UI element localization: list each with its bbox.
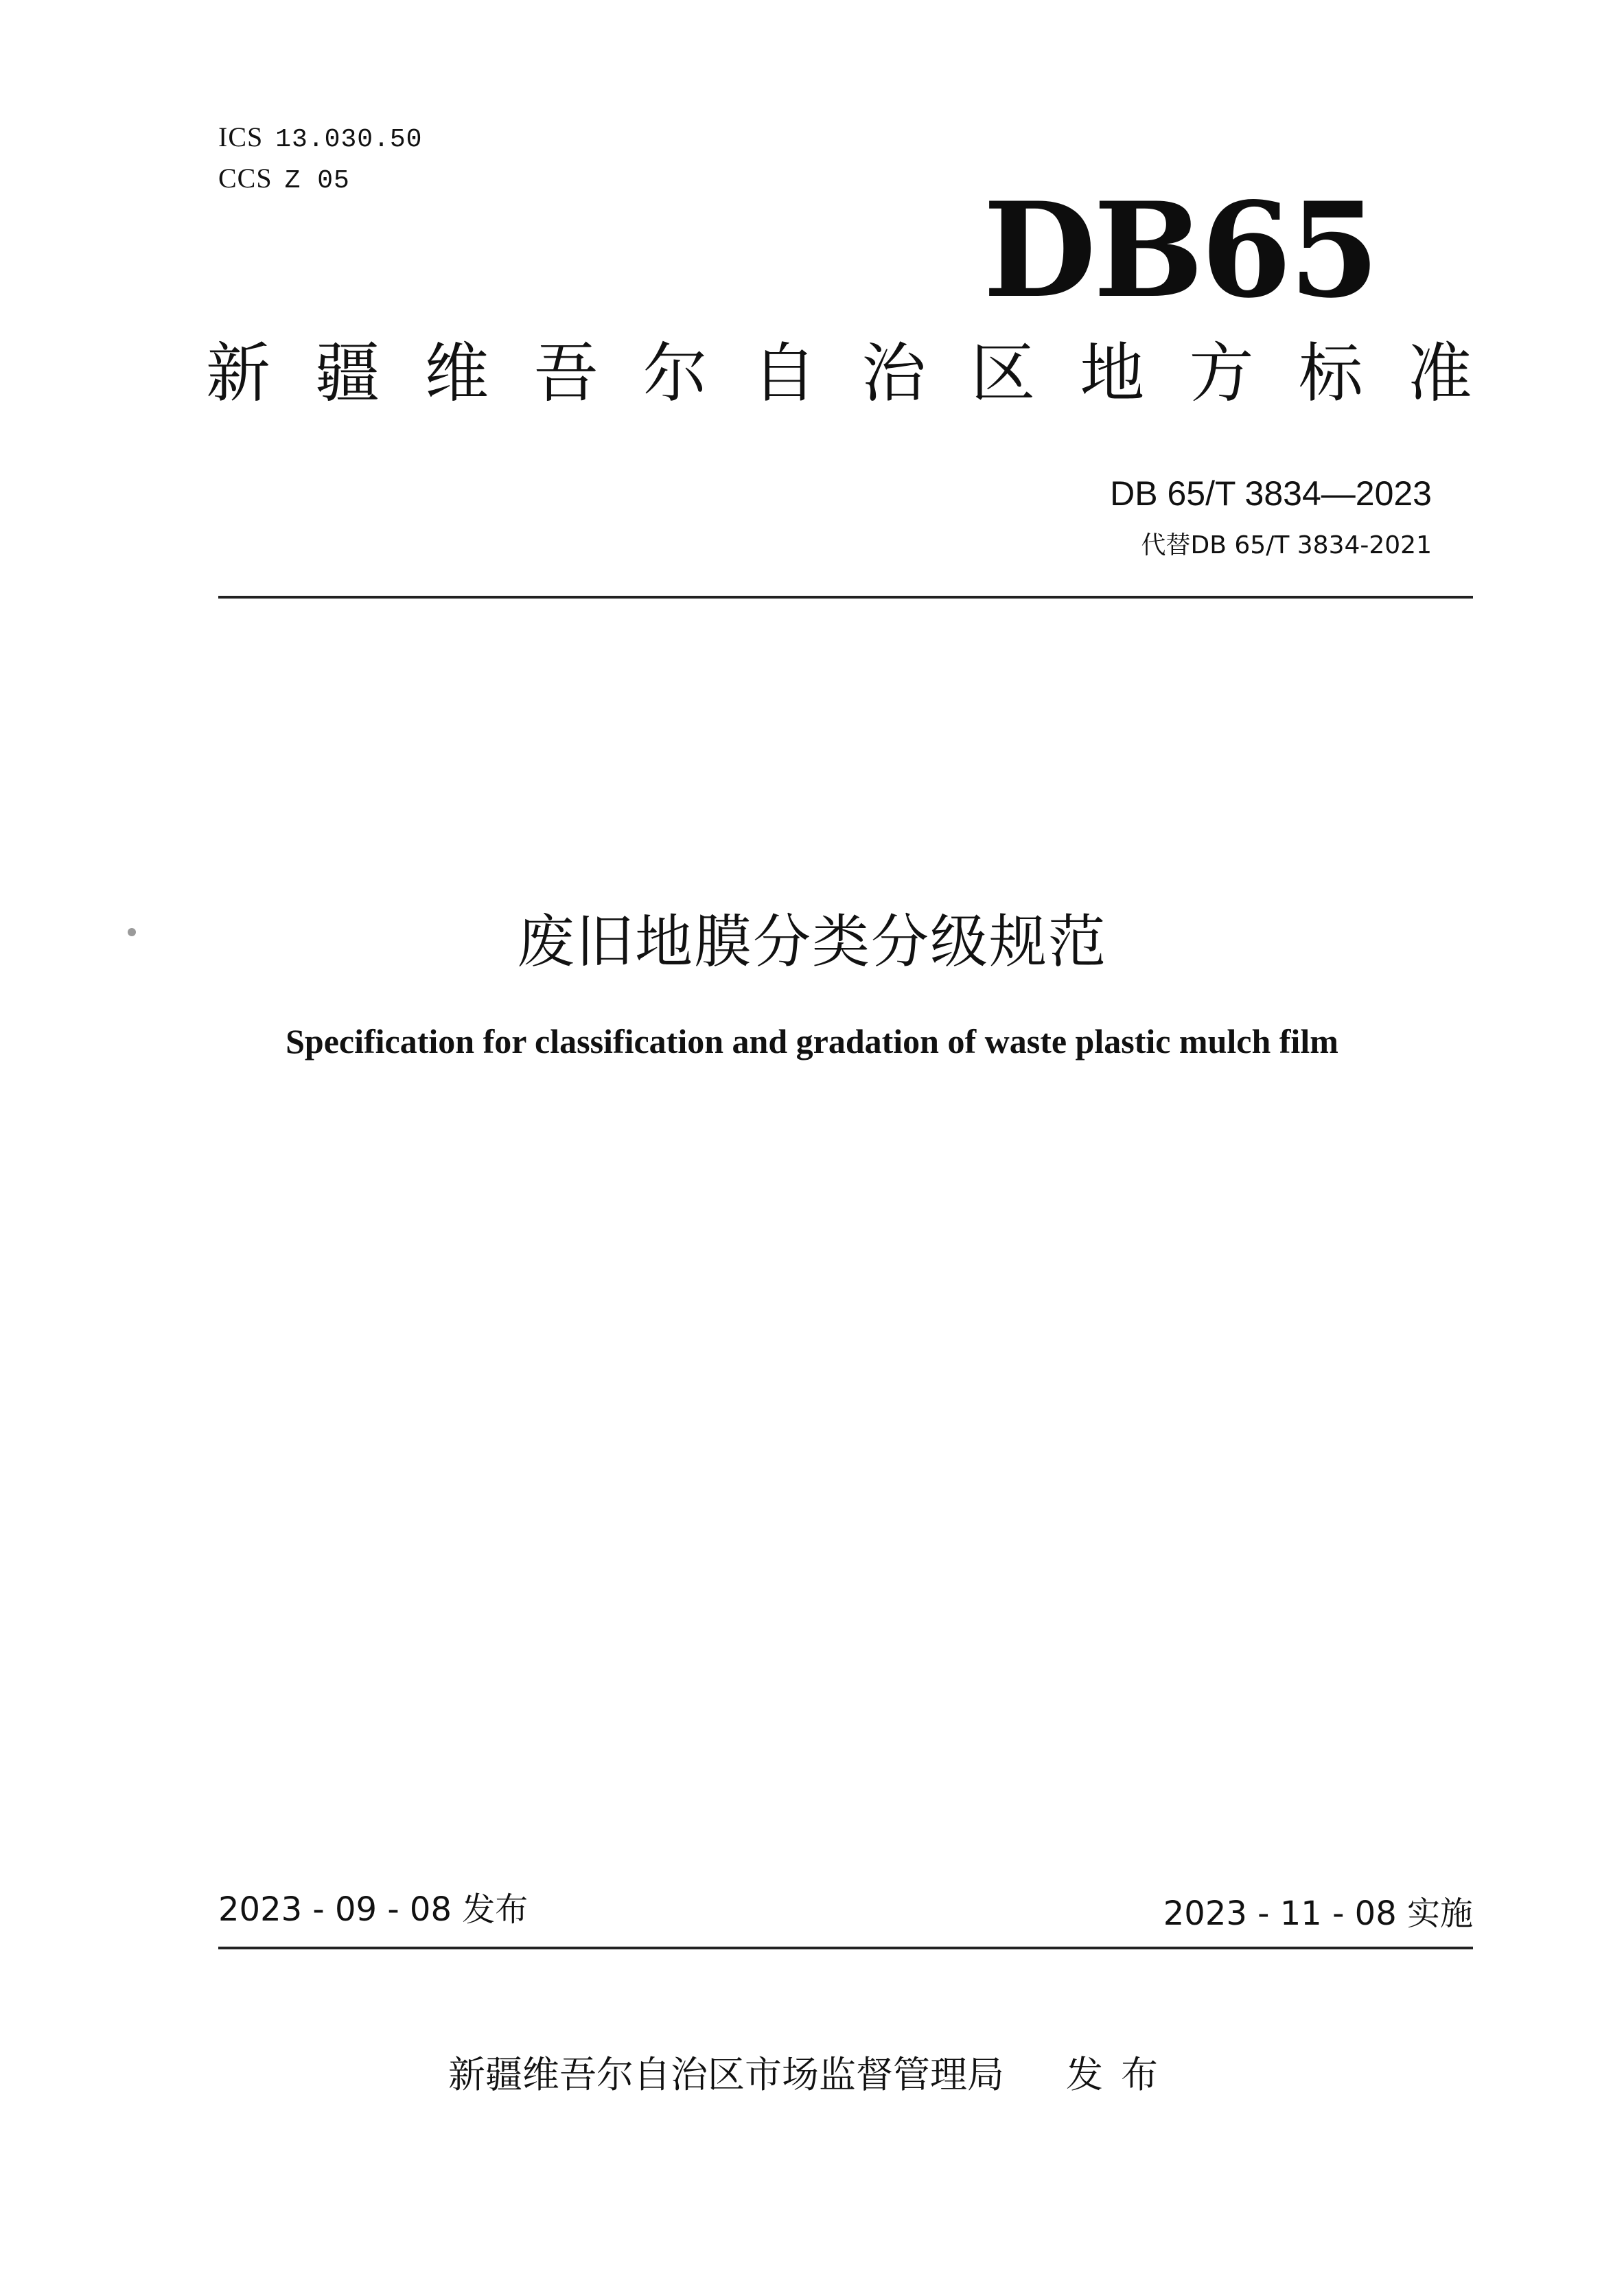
publisher-action: 发布 (1066, 2053, 1176, 2096)
publisher-line (0, 2045, 1624, 2098)
ics-label: ICS (218, 121, 264, 152)
issuer-heading-char: 治 (861, 336, 927, 411)
issuer-heading-char: 尔 (642, 336, 708, 411)
issuer-heading-char: 吾 (533, 336, 599, 411)
issuer-heading-char: 区 (971, 336, 1036, 411)
issuer-heading-char: 新 (206, 336, 271, 411)
issuer-heading-char: 地 (1080, 336, 1145, 411)
ccs-code: Z 05 (284, 166, 350, 196)
issuer-heading-char: 准 (1407, 336, 1472, 411)
ics-line (218, 121, 422, 154)
issuer-heading (206, 336, 1472, 411)
ccs-line (218, 162, 350, 196)
issuer-heading-char: 疆 (315, 336, 380, 411)
ccs-label: CCS (218, 163, 272, 194)
effective-date: 2023 - 11 - 08 实施 (1163, 1894, 1473, 1933)
document-title-cn: 废旧地膜分类分级规范 (516, 908, 1107, 975)
db65-logo: DB65 (983, 174, 1377, 327)
issuer-heading-char: 自 (752, 336, 817, 411)
issuer-heading-char: 标 (1298, 336, 1363, 411)
issuer-heading-char: 方 (1189, 336, 1254, 411)
publisher-name: 新疆维吾尔自治区市场监督管理局 (448, 2053, 1004, 2096)
top-divider (218, 596, 1473, 599)
bottom-divider (218, 1947, 1473, 1949)
standard-number: DB 65/T 3834—2023 (1110, 474, 1432, 513)
replaces-standard: 代替DB 65/T 3834-2021 (1141, 531, 1432, 559)
document-title-en: Specification for classification and gradation of waste plastic mulch film (286, 1022, 1338, 1060)
issuer-heading-char: 维 (424, 336, 489, 411)
issue-date: 2023 - 09 - 08 发布 (218, 1890, 529, 1929)
ics-code: 13.030.50 (275, 125, 423, 154)
